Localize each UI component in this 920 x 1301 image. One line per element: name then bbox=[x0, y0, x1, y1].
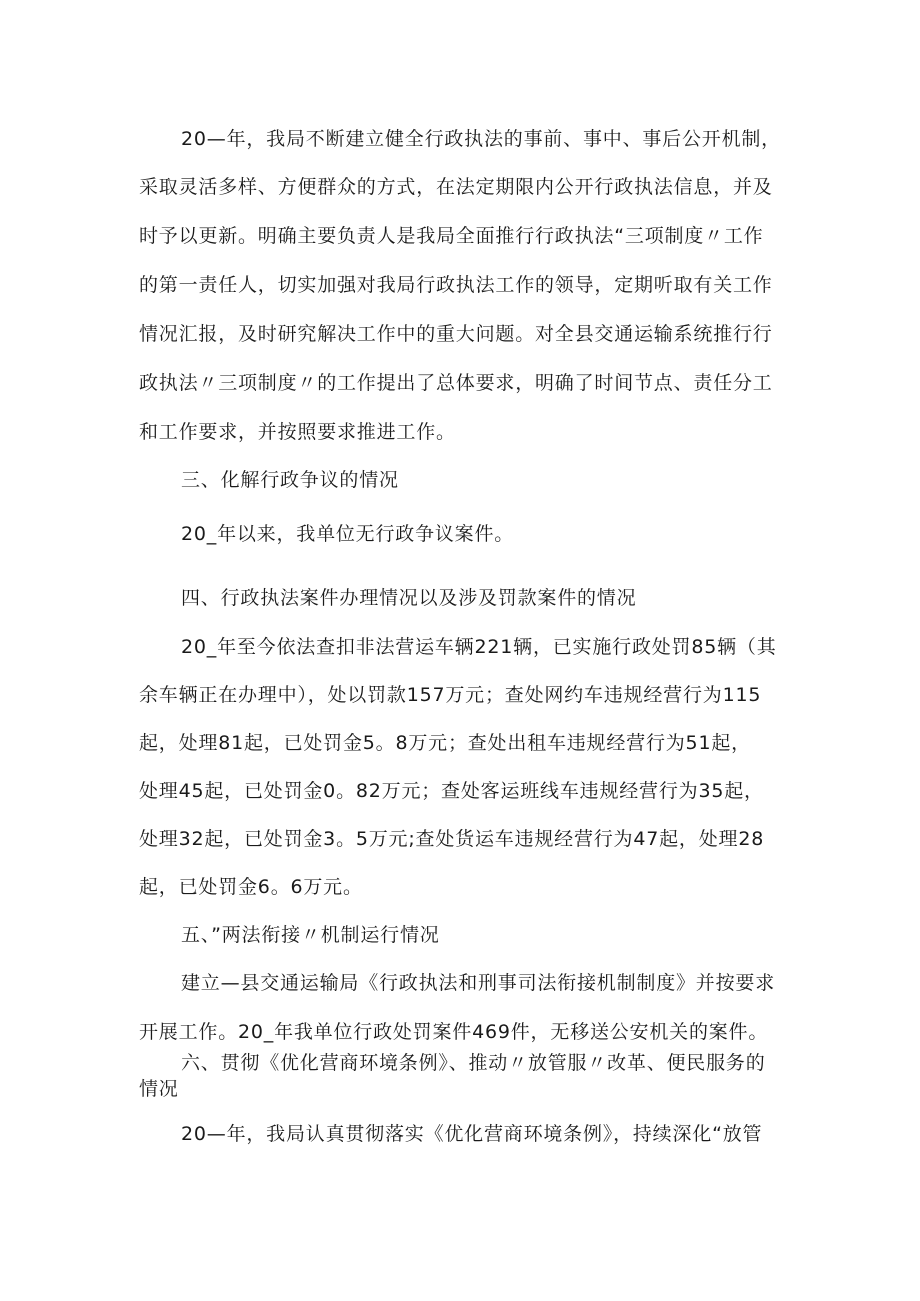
paragraph-business-env: 20—年，我局认真贯彻落实《优化营商环境条例》，持续深化“放管 bbox=[181, 1123, 763, 1145]
text-line: 建立—县交通运输局《行政执法和刑事司法衔接机制制度》并按要求 bbox=[181, 972, 776, 994]
paragraph-disputes: 20_年以来，我单位无行政争议案件。 bbox=[181, 523, 515, 545]
section-heading-4: 四、行政执法案件办理情况以及涉及罚款案件的情况 bbox=[181, 587, 637, 609]
text-line: 的第一责任人，切实加强对我局行政执法工作的领导，定期听取有关工作 bbox=[139, 274, 773, 296]
text-line: 处理32起，已处罚金3。5万元;查处货运车违规经营行为47起，处理28 bbox=[139, 828, 765, 850]
text-line: 情况汇报，及时研究解决工作中的重大问题。对全县交通运输系统推行行 bbox=[139, 323, 773, 345]
text-line: 处理45起，已处罚金0。82万元；查处客运班线车违规经营行为35起， bbox=[139, 780, 764, 802]
text-line: 政执法〃三项制度〃的工作提出了总体要求，明确了时间节点、责任分工 bbox=[139, 372, 773, 394]
text-line: 20_年至今依法查扣非法营运车辆221辆，已实施行政处罚85辆（其 bbox=[181, 636, 777, 658]
text-line: 采取灵活多样、方便群众的方式，在法定期限内公开行政执法信息，并及 bbox=[139, 176, 773, 198]
text-line: 情况 bbox=[139, 1078, 179, 1100]
text-line: 起，处理81起，已处罚金5。8万元；查处出租车违规经营行为51起， bbox=[139, 732, 751, 754]
text-line: 六、贯彻《优化营商环境条例》、推动〃放管服〃改革、便民服务的 bbox=[181, 1052, 766, 1074]
section-heading-3: 三、化解行政争议的情况 bbox=[181, 469, 399, 491]
text-line: 时予以更新。明确主要负责人是我局全面推行行政执法“三项制度〃工作 bbox=[139, 225, 764, 247]
text-line: 和工作要求，并按照要求推进工作。 bbox=[139, 421, 456, 443]
text-line: 20—年，我局不断建立健全行政执法的事前、事中、事后公开机制， bbox=[181, 128, 781, 150]
section-heading-5: 五、”两法衔接〃机制运行情况 bbox=[181, 924, 440, 946]
text-line: 起，已处罚金6。6万元。 bbox=[139, 876, 363, 898]
text-line: 开展工作。20_年我单位行政处罚案件469件，无移送公安机关的案件。 bbox=[139, 1021, 769, 1043]
text-line: 余车辆正在办理中），处以罚款157万元；查处网约车违规经营行为115 bbox=[139, 684, 762, 706]
